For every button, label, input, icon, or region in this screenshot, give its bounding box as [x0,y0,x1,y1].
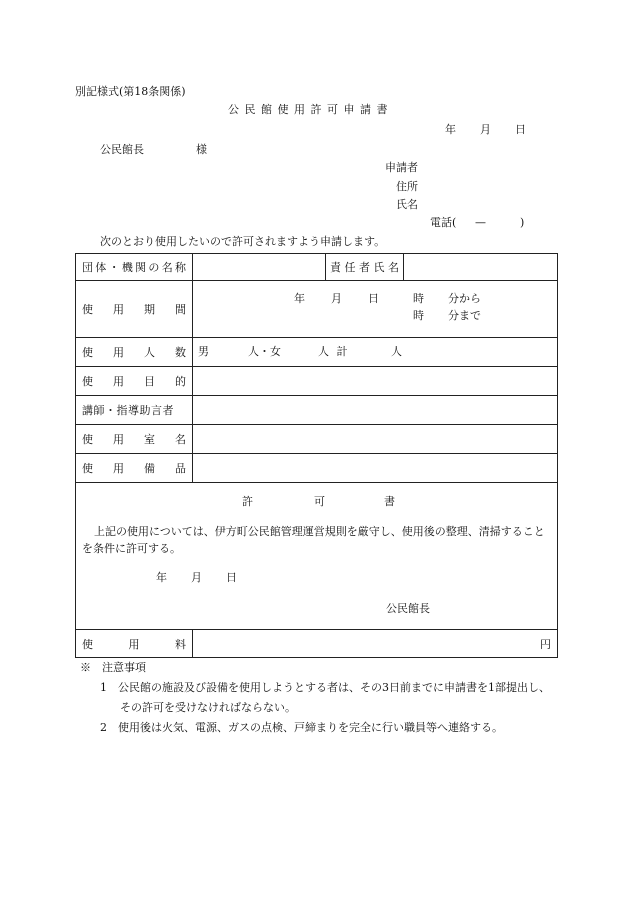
permit-section [76,483,558,630]
purpose-field[interactable] [193,367,558,396]
date-year-label: 年 [445,123,456,136]
notes-section [80,658,560,738]
period-hour-end: 時 [413,309,424,322]
form-reference: 別記様式(第18条関係) [75,85,186,98]
fee-label: 使 用 料 [76,630,193,658]
total-unit: 人 [391,345,402,358]
fee-unit: 円 [540,637,551,651]
row-fee [76,630,558,658]
document-title: 公 民 館 使 用 許 可 申 請 書 [228,103,389,116]
row-purpose [76,367,558,396]
application-table [75,253,558,658]
room-label: 使 用 室 名 [76,425,193,454]
address-label: 住所 [396,180,418,193]
period-hour-start: 時 [413,292,424,305]
org-name-label: 団 体 ・ 機 関 の 名 称 [76,254,193,281]
org-name-field[interactable] [193,254,326,281]
period-day: 日 [368,292,379,305]
responsible-field[interactable] [404,254,558,281]
responsible-label: 責 任 者 氏 名 [326,254,404,281]
equipment-label: 使 用 備 品 [76,454,193,483]
date-day-label: 日 [515,123,526,136]
date-month-label: 月 [480,123,491,136]
instructor-field[interactable] [193,396,558,425]
male-label: 男 [198,345,209,358]
period-from: 分から [448,292,481,305]
permit-body: 上記の使用については、伊方町公民館管理運営規則を厳守し、使用後の整理、清掃することを条件に許可する。 [82,525,545,555]
permit-signer: 公民館長 [386,602,430,615]
permit-day: 日 [226,571,237,584]
period-label: 使 用 期 間 [76,281,193,338]
permit-month: 月 [191,571,202,584]
period-to: 分まで [448,309,481,322]
row-equipment [76,454,558,483]
equipment-field[interactable] [193,454,558,483]
addressee: 公民館長 [100,143,144,156]
intro-text: 次のとおり使用したいので許可されますよう申請します。 [100,235,386,248]
row-permit [76,483,558,630]
permit-title-1: 許 [242,495,253,508]
period-field[interactable] [193,281,558,338]
people-label: 使 用 人 数 [76,338,193,367]
row-period [76,281,558,338]
notes-heading: ※ 注意事項 [80,661,146,674]
permit-title-2: 可 [314,495,325,508]
row-organization [76,254,558,281]
permit-title-3: 書 [384,495,395,508]
phone-label: 電話( [430,216,457,229]
row-instructor [76,396,558,425]
period-year: 年 [294,292,305,305]
people-field[interactable] [193,338,558,367]
phone-close: ) [520,216,525,229]
instructor-label: 講師・指導助言者 [76,396,193,425]
name-label: 氏名 [396,198,418,211]
note-item: 1 公民館の施設及び設備を使用しようとする者は、その3日前までに申請書を1部提出し、その許可を受けなければならない。 [100,681,550,714]
row-room [76,425,558,454]
phone-dash: — [475,216,486,229]
female-label: 人・女 [248,345,281,358]
permit-year: 年 [156,571,167,584]
note-item: 2 使用後は火気、電源、ガスの点検、戸締まりを完全に行い職員等へ連絡する。 [100,721,503,734]
total-label: 人 計 [318,345,350,358]
honorific: 様 [196,143,207,156]
row-people [76,338,558,367]
room-field[interactable] [193,425,558,454]
fee-field[interactable] [193,630,558,658]
period-month: 月 [331,292,342,305]
purpose-label: 使 用 目 的 [76,367,193,396]
applicant-label: 申請者 [385,161,418,174]
